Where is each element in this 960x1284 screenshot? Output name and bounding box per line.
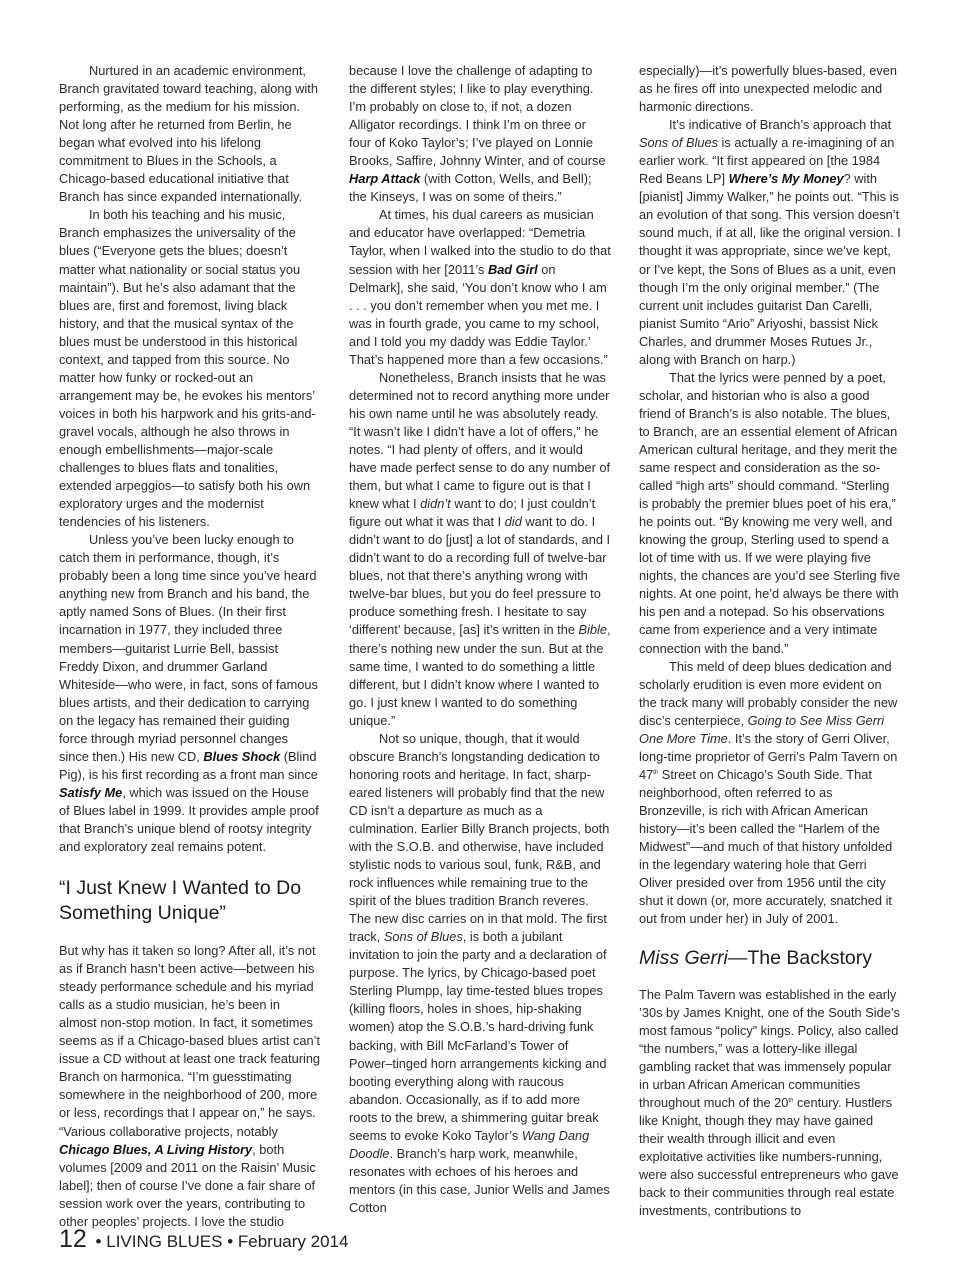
album-title: Satisfy Me (59, 784, 123, 800)
body-paragraph: because I love the challenge of adapting to the different styles; I like to play everything. I’m probably on close to, if not, a dozen Alligator recordings. I think I’m on three or four of Koko Taylor’s; I’ve played on Lonnie Brooks, Saffire, Johnny Winter, and of course Harp Attack (with Cotton, Wells, and Bell); the Kinseys, I was on some of theirs.” (349, 63, 606, 205)
album-title: Where’s My Money (728, 171, 844, 187)
body-paragraph: Nurtured in an academic environment, Branch gravitated toward teaching, along with performing, as the medium for his mission. Not long after he returned from Berlin, he began what evolved into his lifelong commitment to Blues in the Schools, a Chicago-based educational initiative that Branch has since expanded internationally. (59, 63, 318, 205)
body-paragraph: Not so unique, though, that it would obscure Branch’s longstanding dedication to honoring roots and heritage. In fact, sharp-eared listeners will probably find that the new CD isn’t a departure as much as a culmination. Earlier Billy Branch projects, both with the S.O.B. and otherwise, have included stylistic nods to various soul, funk, R&B, and rock influences while remaining true to the spirit of the blues tradition Branch reveres. The new disc carries on in that mold. The first track, Sons of Blues, is both a jubilant invitation to join the party and a declaration of purpose. The lyrics, by Chicago-based poet Sterling Plumpp, lay time-tested blues tropes (killing floors, holes in shoes, hip-shaking women) atop the S.O.B.’s hard-driving funk backing, with Bill McFarland’s Tower of Power–tinged horn arrangements kicking and booting everything along with raucous abandon. Occasionally, as if to add more roots to the brew, a shimmering guitar break seems to evoke Koko Taylor’s Wang Dang Doodle. Branch’s harp work, meanwhile, resonates with echoes of his heroes and mentors (in this case, Junior Wells and James Cotton (349, 730, 610, 1215)
album-title: Bad Girl (487, 261, 538, 277)
magazine-name: LIVING BLUES (106, 1232, 223, 1251)
section-heading: Miss Gerri—The Backstory (639, 947, 872, 970)
body-paragraph: The Palm Tavern was established in the early ’30s by James Knight, one of the South Side’s most famous “policy” kings. Policy, also called “the numbers,” was a lottery-like illegal gambling racket that was immensely popular in urban African American communities throughout much of the 20th century. Hustlers like Knight, though they may have gained their wealth through illicit and even exploitative activities like numbers-running, were also successful entrepreneurs who gave back to their communities through real estate investments, contributions to (639, 986, 900, 1219)
article-column-3 (639, 62, 901, 1220)
article-column-2 (349, 62, 611, 1217)
body-paragraph: Nonetheless, Branch insists that he was determined not to record anything more under his own name until he was absolutely ready. “It wasn’t like I didn’t have a lot of offers,” he notes. “I had plenty of offers, and it would have made perfect sense to do any number of them, but what I came to figure out is that I knew what I didn’t want to do; I just couldn’t figure out what it was that I did want to do. I didn’t want to do [just] a lot of standards, and I didn’t want to do a recording full of twelve-bar blues, not that there’s anything wrong with twelve-bar blues, but you do feel pressure to produce something fresh. I hesitate to say ‘different’ because, [as] it’s written in the Bible, there’s nothing new under the sun. But at the same time, I wanted to do something a little different, but I didn’t know where I wanted to go. I just knew I wanted to do something unique.” (349, 369, 611, 728)
album-title: Harp Attack (349, 171, 421, 187)
album-title: Chicago Blues, A Living History (59, 1141, 253, 1157)
album-title: Blues Shock (203, 748, 281, 764)
page-number: 12 (59, 1225, 87, 1253)
article-column-1 (59, 62, 321, 1231)
page-footer (59, 1225, 348, 1254)
song-title: Going to See Miss Gerri One More Time (639, 712, 885, 746)
issue-date: February 2014 (237, 1232, 349, 1251)
body-paragraph: This meld of deep blues dedication and scholarly erudition is even more evident on the track many will probably consider the new disc’s centerpiece, Going to See Miss Gerri One More Time. It’s the story of Gerri Oliver, long-time proprietor of Gerri’s Palm Tavern on 47th Street on Chicago’s South Side. That neighborhood, often referred to as Bronzeville, is rich with African American history—it’s been called the “Harlem of the Midwest”—and much of that history unfolded in the legendary watering hole that Gerri Oliver presided over from 1956 until the city shut it down (or, more accurately, snatched it out from under her) in July of 2001. (639, 658, 898, 927)
body-paragraph: Unless you’ve been lucky enough to catch them in performance, though, it’s probably been a long time since you’ve heard anything new from Branch and his band, the aptly named Sons of Blues. (In their first incarnation in 1977, they included three members—guitarist Lurrie Bell, bassist Freddy Dixon, and drummer Garland Whiteside—who were, in fact, sons of famous blues artists, and their dedication to carrying on the legacy has remained their guiding force through myriad personnel changes since then.) His new CD, Blues Shock (Blind Pig), is his first recording as a front man since Satisfy Me, which was issued on the House of Blues label in 1999. It provides ample proof that Branch’s unique blend of rootsy integrity and exploratory zeal remains potent. (59, 532, 319, 855)
footer-separator: • (95, 1232, 102, 1251)
body-paragraph: But why has it taken so long? After all, it’s not as if Branch hasn’t been active—between his steady performance schedule and his myriad calls as a studio musician, he’s been in almost non-stop motion. In fact, it sometimes seems as if a Chicago-based blues artist can’t issue a CD without at least one track featuring Branch on harmonica. “I’m guesstimating somewhere in the neighborhood of 200, more or less, recordings that I appear on,” he says. “Various collaborative projects, notably Chicago Blues, A Living History, both volumes [2009 and 2011 on the Raisin’ Music label]; then of course I’ve done a fair share of session work over the years, contributing to other peoples’ projects. I love the studio (59, 943, 321, 1229)
body-paragraph: especially)—it’s powerfully blues-based, even as he fires off into unexpected melodic and harmonic directions. (639, 63, 897, 115)
section-heading: “I Just Knew I Wanted to Do Something Unique” (59, 877, 302, 924)
body-paragraph: That the lyrics were penned by a poet, scholar, and historian who is also a good friend of Branch’s is also notable. The blues, to Branch, are an essential element of African American cultural heritage, and they merit the same respect and consideration as the so-called “high arts” should command. “Sterling is probably the premier blues poet of his era,” he points out. “By knowing me very well, and knowing the group, Sterling used to spend a lot of time with us. If we were playing five nights, the chances are you’d see Sterling five nights. At one point, he’d always be there with his pen and a notepad. So his observations came from experience and a very intimate connection with the band.” (639, 369, 901, 656)
song-title: Sons of Blues (383, 929, 463, 945)
song-title: Wang Dang Doodle (349, 1127, 590, 1161)
song-title: Sons of Blues (639, 135, 718, 151)
body-paragraph: It’s indicative of Branch’s approach that Sons of Blues is actually a re-imagining of an earlier work. “It first appeared on [the 1984 Red Beans LP] Where’s My Money? with [pianist] Jimmy Walker,” he points out. “This is an evolution of that song. This version doesn’t sound much, if at all, like the original version. I thought it was appropriate, since we’ve kept, or I’ve kept, the Sons of Blues as a unit, even though I’m the only original member.” (The current unit includes guitarist Dan Carelli, pianist Sumito “Ario” Ariyoshi, bassist Nick Charles, and drummer Moses Rutues Jr., along with Branch on harp.) (639, 117, 901, 367)
footer-separator: • (227, 1232, 234, 1251)
body-paragraph: At times, his dual careers as musician and educator have overlapped: “Demetria Taylor, when I walked into the studio to do that session with her [2011’s Bad Girl on Delmark], she said, ‘You don’t know who I am . . . you don’t remember when you met me. I was in fourth grade, you came to my school, and I told you my daddy was Eddie Taylor.’ That’s happened more than a few occasions.” (349, 207, 611, 367)
body-paragraph: In both his teaching and his music, Branch emphasizes the universality of the blues (“Everyone gets the blues; doesn’t matter what nationality or social status you maintain”). But he’s also adamant that the blues are, first and foremost, living black history, and that the musical syntax of the blues must be understood in this historical context, and tapped from this source. No matter how funky or rocked-out an arrangement may be, he evokes his mentors’ voices in both his harpwork and his grits-and-gravel vocals, although he also throws in enough embellishments—major-scale challenges to blues flats and tonalities, extended arpeggios—to satisfy both his own exploratory urges and the modernist tendencies of his listeners. (59, 207, 316, 530)
